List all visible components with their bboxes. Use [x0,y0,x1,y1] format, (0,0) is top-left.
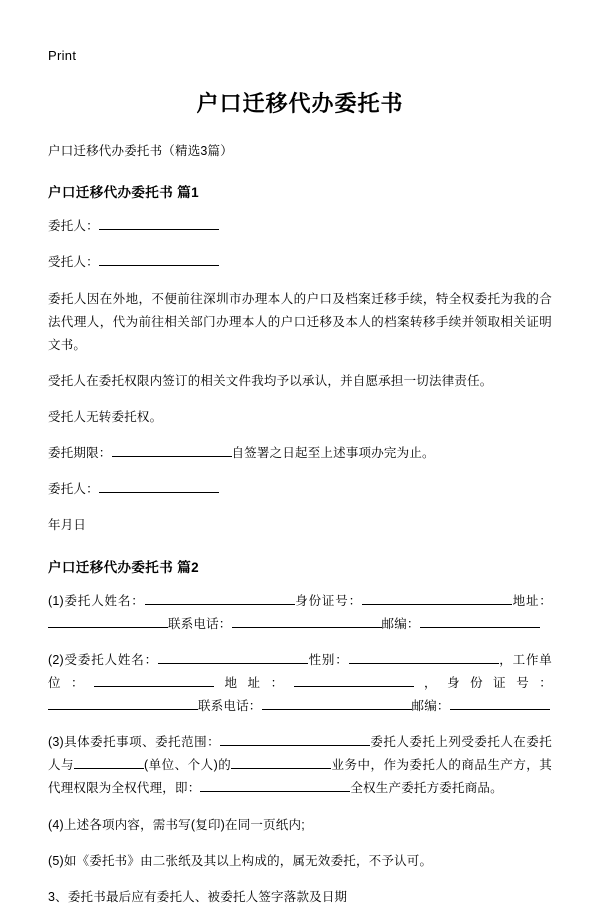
section-1-body-2: 受托人在委托权限内签订的相关文件我均予以承认，并自愿承担一切法律责任。 [48,373,493,388]
blank-field [294,686,414,687]
section-1-body-1: 委托人因在外地，不便前往深圳市办理本人的户口及档案迁移手续，特全权委托为我的合法代理人，代为前往相关部门办理本人的户口迁移及本人的档案转移手续并领取相关证明文书。 [48,291,552,352]
section-1-body-3: 受托人无转委托权。 [48,410,163,425]
blank-field [450,709,550,710]
blank-field [99,229,219,230]
page-title: 户口迁移代办委托书 [196,90,404,116]
blank-field [94,686,214,687]
blank-field [48,709,198,710]
blank-field [99,265,219,266]
document-intro: 户口迁移代办委托书（精选3篇） [48,144,233,159]
section-1-heading: 户口迁移代办委托书 篇1 [48,185,200,201]
print-button[interactable]: Print [48,48,77,63]
blank-field [232,627,382,628]
section-2-item-3: (3)具体委托事项、委托范围： 委托人委托上列受委托人在委托人与 (单位、个人)的 业务中，作为委托人的商品生产方，其代理权限为全权代理，即： 全权生产委托方委托商品。 [48,735,552,796]
blank-field [158,663,308,664]
section-1-signature [48,478,552,501]
label-entrustor-2: 委托人： [48,482,99,497]
blank-field [48,627,168,628]
blank-field [362,604,512,605]
section-2-item-6: 3、委托书最后应有委托人、被委托人签字落款及日期 [48,889,348,904]
label-trustee-1: 受托人： [48,255,99,270]
section-2-item-2: (2)受委托人姓名： 性别： ，工作单位： 地址： ，身份证号：联系电话： 邮编： [48,652,552,714]
section-2-item-5: (5)如《委托书》由二张纸及其以上构成的，属无效委托，不予认可。 [48,853,433,868]
blank-field [99,492,219,493]
blank-field [112,456,232,457]
section-1-date: 年月日 [48,518,87,533]
section-1-line-2 [48,251,552,274]
section-1-term: 委托期限： 自签署之日起至上述事项办完为止。 [48,446,435,461]
blank-field [420,627,540,628]
blank-field [231,768,331,769]
blank-field [200,791,350,792]
label-term: 委托期限： [48,446,112,461]
blank-field [262,709,412,710]
section-2-heading: 户口迁移代办委托书 篇2 [48,559,200,575]
blank-field [74,768,144,769]
section-2-item-1: (1)委托人姓名： 身份证号： 地址：联系电话： 邮编： [48,593,552,631]
label-entrustor-1: 委托人： [48,219,99,234]
blank-field [220,745,370,746]
blank-field [349,663,499,664]
section-2-item-4: (4)上述各项内容，需书写(复印)在同一页纸内; [48,817,305,832]
section-1-line-1 [48,215,552,238]
blank-field [145,604,295,605]
